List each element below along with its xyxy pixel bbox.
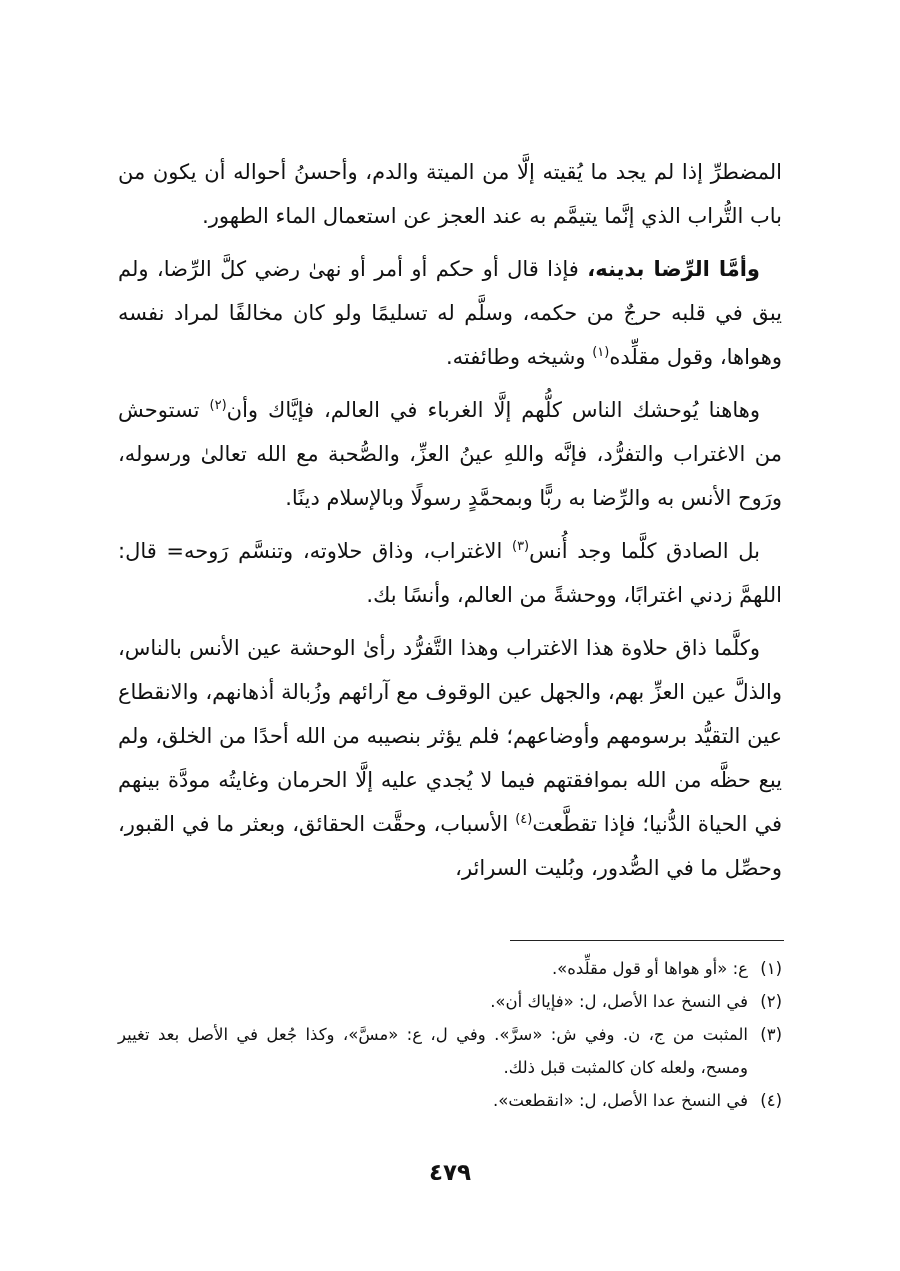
footnote-1-number: (١) [760, 959, 782, 978]
footnote-4 [118, 1084, 782, 1117]
paragraph-5-text-a: وكلَّما ذاق حلاوة هذا الاغتراب وهذا التَّفرُّد رأىٰ الوحشة عين الأنس بالناس، والذلَّ عين العزِّ بهم، والجهل عين الوقوف مع آرائهم وزُبالة أذهانهم، والانقطاع عين التقيُّد برسومهم وأوضاعهم؛ فلم يؤثر بنصيبه من الله أحدًا من الخلق، ولم يبع حظَّه من الله بموافقتهم فيما لا يُجدي عليه إلَّا الحرمان وغايتُه مودَّة بينهم في الحياة الدُّنيا؛ فإذا تقطَّعت [118, 636, 782, 836]
paragraph-2 [118, 247, 782, 379]
main-text [118, 150, 782, 899]
footnote-1 [118, 952, 782, 985]
paragraph-4-text-b: الاغتراب، وذاق حلاوته، وتنسَّم رَوحه= قال: اللهمَّ زدني اغترابًا، ووحشةً من العالم، وأنسًا بك. [118, 539, 782, 607]
footnote-2-text: في النسخ عدا الأصل، ل: «فإياك أن». [490, 992, 748, 1011]
paragraph-5-text-b: الأسباب، وحقَّت الحقائق، وبعثر ما في القبور، وحصِّل ما في الصُّدور، وبُليت السرائر، [118, 812, 782, 880]
footnote-mark-2: (٢) [209, 398, 227, 413]
footnote-2-number: (٢) [760, 992, 782, 1011]
footnote-4-number: (٤) [760, 1091, 782, 1110]
footnote-mark-1: (١) [592, 345, 610, 360]
paragraph-4-text-a: بل الصادق كلَّما وجد أُنس [529, 539, 760, 563]
footnote-1-text: ع: «أو هواها أو قول مقلِّده». [551, 959, 748, 978]
footnote-3 [118, 1018, 782, 1084]
paragraph-2-text-b: وشيخه وطائفته. [445, 345, 593, 369]
paragraph-4 [118, 529, 782, 617]
footnote-separator [510, 940, 784, 941]
footnote-3-number: (٣) [760, 1025, 782, 1044]
footnote-mark-4: (٤) [515, 812, 533, 827]
paragraph-2-lead: وأمَّا الرِّضا بدينه، [587, 257, 760, 281]
paragraph-1-text: المضطرِّ إذا لم يجد ما يُقيته إلَّا من الميتة والدم، وأحسنُ أحواله أن يكون من باب التُّراب الذي إنَّما يتيمَّم به عند العجز عن استعمال الماء الطهور. [118, 160, 782, 228]
footnote-mark-3: (٣) [511, 539, 530, 554]
paragraph-3-text-b: تستوحش من الاغتراب والتفرُّد، فإنَّه واللهِ عينُ العزِّ، والصُّحبة مع الله تعالىٰ ورسوله، ورَوح الأنس به والرِّضا به ربًّا وبمحمَّدٍ رسولًا وبالإسلام دينًا. [118, 398, 782, 510]
footnote-3-text: المثبت من ج، ن. وفي ش: «سرَّ». وفي ل، ع: «مسَّ»، وكذا جُعل في الأصل بعد تغيير ومسح، ولعله كان كالمثبت قبل ذلك. [118, 1025, 748, 1077]
paragraph-3 [118, 388, 782, 520]
footnote-2 [118, 985, 782, 1018]
footnotes [118, 952, 782, 1117]
footnote-4-text: في النسخ عدا الأصل، ل: «انقطعت». [493, 1091, 748, 1110]
paragraph-5 [118, 626, 782, 890]
page-number: ٤٧٩ [428, 1160, 472, 1186]
paragraph-1 [118, 150, 782, 238]
paragraph-2-text-a: فإذا قال أو حكم أو أمر أو نهىٰ رضي كلَّ الرِّضا، ولم يبق في قلبه حرجٌ من حكمه، وسلَّم له تسليمًا ولو كان مخالفًا لمراد نفسه وهواها، وقول مقلِّده [118, 257, 782, 369]
paragraph-3-text-a: وهاهنا يُوحشك الناس كلُّهم إلَّا الغرباء في العالم، فإيَّاك وأن [226, 398, 760, 422]
